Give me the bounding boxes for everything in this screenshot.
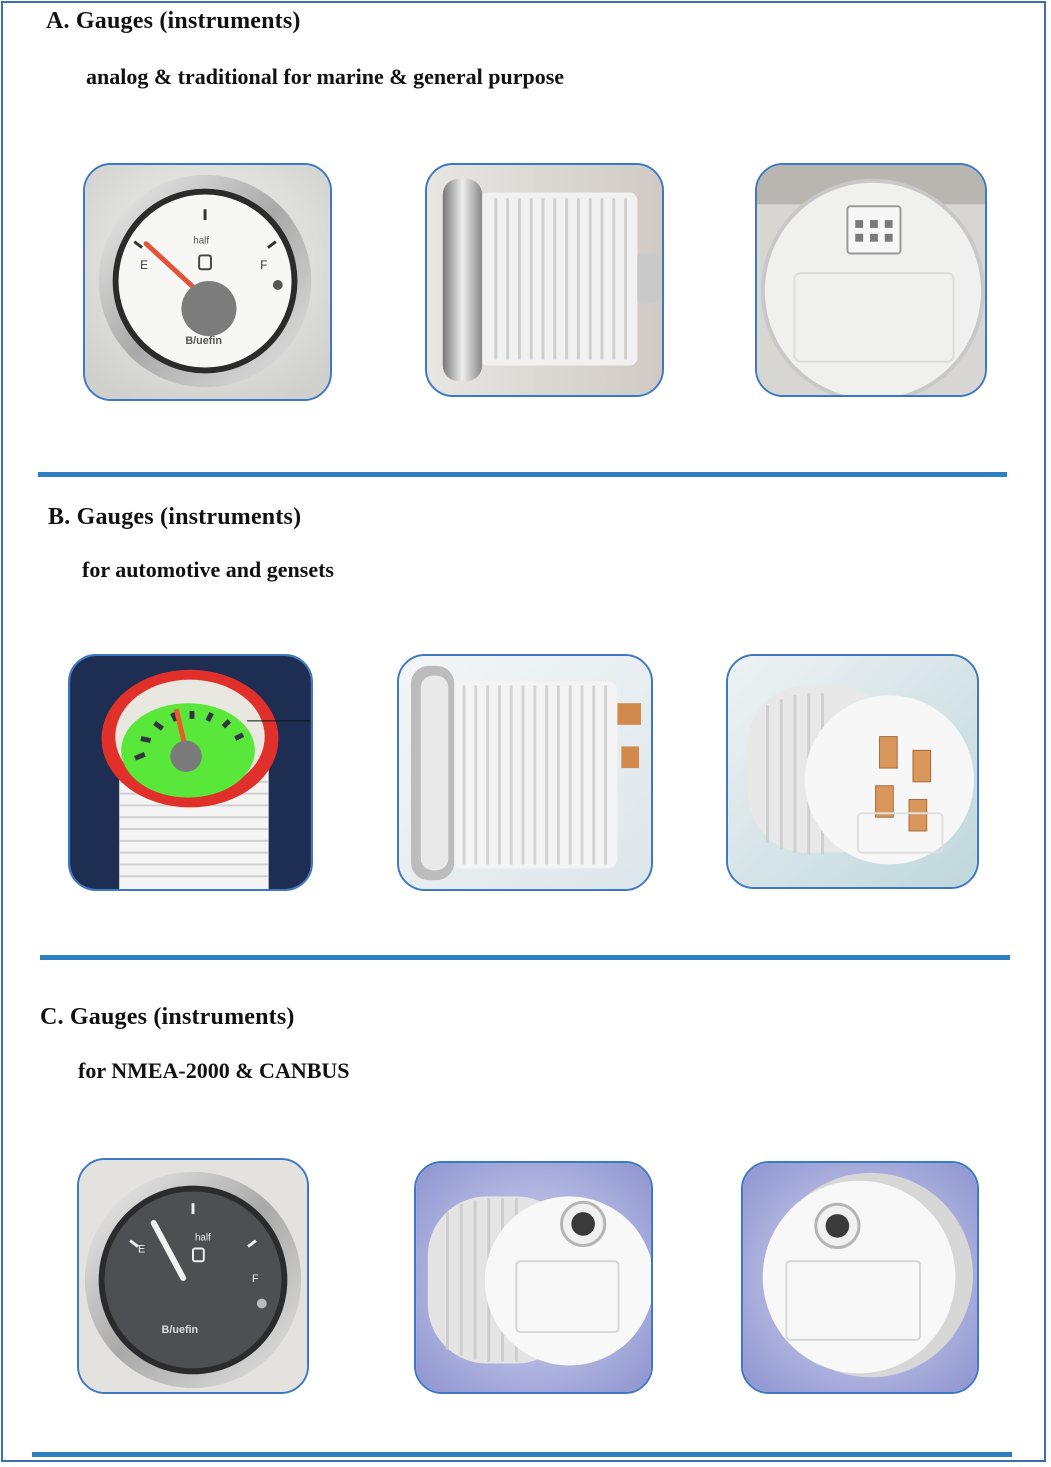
photo-c1-dark-fuel-gauge bbox=[77, 1158, 309, 1394]
section-b-subtitle: for automotive and gensets bbox=[82, 557, 334, 582]
section-a-subtitle: analog & traditional for marine & general purpose bbox=[86, 64, 565, 89]
gauge-back-terminals-image bbox=[728, 656, 977, 887]
spade-terminal bbox=[621, 746, 639, 768]
photo-a3-gauge-back bbox=[755, 163, 987, 397]
photo-b2-gauge-side bbox=[397, 654, 653, 891]
divider-c bbox=[32, 1452, 1012, 1457]
divider-a bbox=[38, 472, 1007, 477]
dial-brand: B/uefin bbox=[161, 1324, 199, 1336]
dial-label-half: half bbox=[193, 235, 210, 247]
photo-a1-fuel-gauge bbox=[83, 163, 332, 401]
gauge-side-terminals-image bbox=[399, 656, 651, 889]
connector-socket bbox=[847, 206, 900, 253]
dial-label-f: F bbox=[260, 259, 268, 273]
gauge-side-round-connector-image bbox=[416, 1163, 651, 1392]
photo-a2-gauge-side bbox=[425, 163, 664, 397]
section-c-title: C. Gauges (instruments) bbox=[40, 1004, 295, 1030]
gauge-back-image bbox=[757, 165, 985, 395]
dial-label-half: half bbox=[194, 1232, 211, 1244]
divider-b bbox=[40, 955, 1010, 960]
photo-b3-gauge-back bbox=[726, 654, 979, 889]
gauge-side-image bbox=[427, 165, 662, 395]
section-b-title: B. Gauges (instruments) bbox=[48, 504, 302, 530]
section-a-title: A. Gauges (instruments) bbox=[46, 8, 301, 34]
dark-fuel-gauge-image bbox=[79, 1160, 307, 1392]
dial-brand: B/uefin bbox=[185, 334, 222, 347]
dial-label-f: F bbox=[251, 1272, 259, 1285]
photo-c3-gauge-back bbox=[741, 1161, 979, 1394]
photo-c2-gauge-side bbox=[414, 1161, 653, 1394]
fuel-gauge-image bbox=[85, 165, 330, 399]
dial-label-e: E bbox=[137, 1243, 146, 1256]
spade-terminal bbox=[617, 703, 641, 725]
photo-b1-3d-model bbox=[68, 654, 313, 891]
gauge-back-round-connector-image bbox=[743, 1163, 977, 1392]
dial-label-e: E bbox=[140, 259, 149, 273]
gauge-3d-model-image bbox=[70, 656, 311, 889]
section-c-subtitle: for NMEA-2000 & CANBUS bbox=[78, 1058, 350, 1083]
